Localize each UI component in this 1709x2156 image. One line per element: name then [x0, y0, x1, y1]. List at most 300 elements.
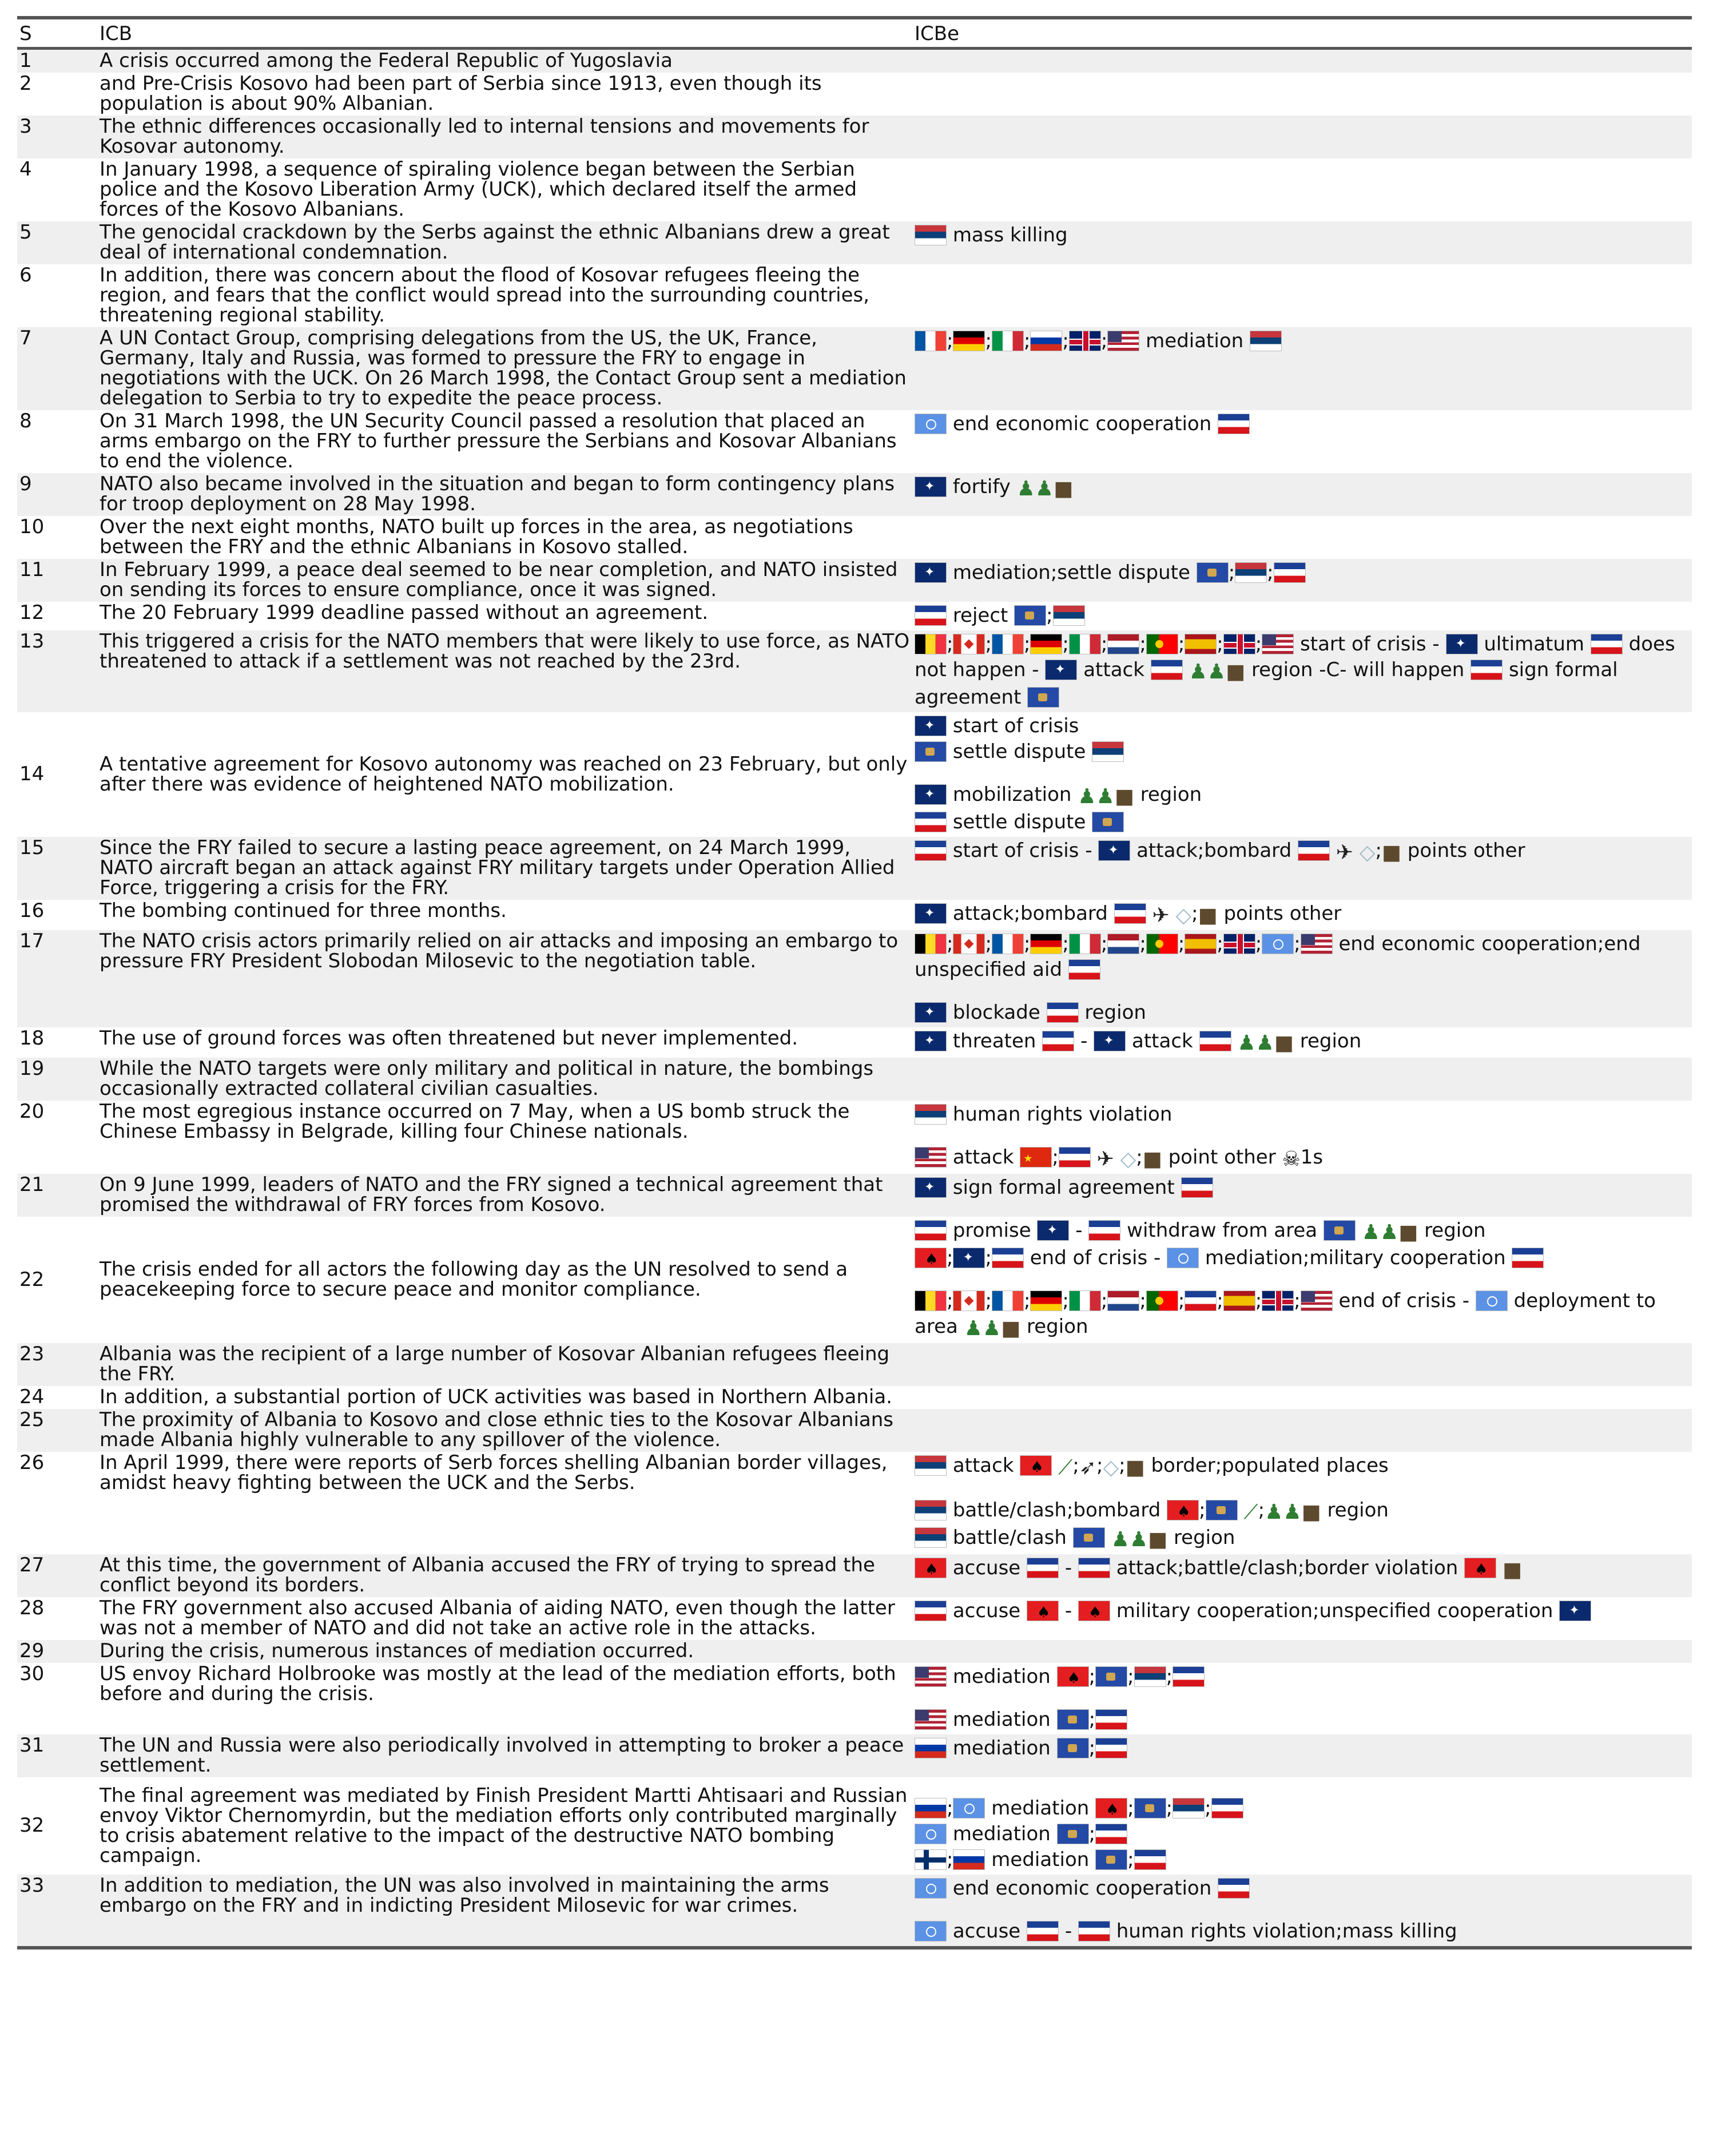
event-label: attack;bombard: [1136, 839, 1292, 862]
row-s: 20: [19, 1100, 45, 1123]
row-s: 33: [17, 1875, 97, 1948]
yugoslavia-flag: [1047, 1002, 1079, 1023]
row-s: 29: [17, 1640, 97, 1663]
serbia-flag: [1134, 1666, 1166, 1687]
event-label: deployment to area: [915, 1289, 1656, 1338]
nato-flag: [915, 1031, 947, 1051]
yugoslavia-flag: [1095, 1709, 1127, 1730]
belgium-flag: [915, 1291, 947, 1311]
france-flag: [992, 934, 1024, 954]
row-s: 14: [19, 763, 45, 785]
row-text: US envoy Richard Holbrooke was mostly at the lead of the mediation efforts, both before and during the crisis.: [100, 1662, 896, 1705]
albania-flag: [1095, 1798, 1127, 1818]
aircraft-icon: ✈: [1152, 904, 1170, 927]
yugoslavia-flag: [915, 840, 947, 861]
row-s: 6: [19, 264, 32, 287]
un-flag: [915, 1824, 947, 1844]
separator: ;: [1255, 1289, 1262, 1312]
nato-flag: [915, 562, 947, 583]
yugoslavia-flag: [992, 1248, 1024, 1268]
row-s: 5: [17, 221, 97, 264]
row-text: The use of ground forces was often threatened but never implemented.: [100, 1027, 798, 1050]
row-events: [912, 221, 1692, 264]
event-label: accuse: [952, 1557, 1021, 1579]
serbia-flag: [1092, 741, 1124, 762]
row-events: [912, 837, 1692, 900]
albania-flag: [1167, 1500, 1199, 1520]
separator: ;: [1136, 1146, 1143, 1169]
event-label: attack;bombard: [952, 902, 1108, 925]
sea-icon: ◇: [1103, 1456, 1119, 1479]
separator: ;: [1166, 1665, 1173, 1688]
separator: ;: [1199, 1499, 1206, 1522]
separator: ;: [1139, 932, 1146, 955]
yugoslavia-flag: [1059, 1147, 1091, 1168]
ground-icon: ■: [1502, 1558, 1522, 1582]
row-events: [912, 1734, 1692, 1777]
row-s: 26: [19, 1451, 45, 1474]
separator: ;: [1072, 1454, 1079, 1477]
yugoslavia-flag: [1173, 1666, 1205, 1687]
table-row: [17, 1597, 1692, 1640]
ground-icon: ■: [1142, 1148, 1162, 1171]
separator: ;: [947, 1246, 953, 1269]
event-label: mediation;settle dispute: [952, 561, 1190, 584]
serbia-flag: [915, 225, 947, 245]
missile-icon: ➶: [1079, 1456, 1096, 1479]
separator: ;: [1023, 633, 1031, 656]
nato-flag: [1559, 1601, 1591, 1621]
row-text: The bombing continued for three months.: [100, 899, 507, 922]
separator: ;: [985, 633, 992, 656]
separator: ;: [1100, 932, 1108, 955]
ground-icon: ■: [1125, 1456, 1145, 1479]
canada-flag: [953, 1291, 985, 1311]
row-events: [912, 1875, 1692, 1948]
separator: ;: [1217, 1289, 1223, 1312]
separator: ;: [1088, 1708, 1096, 1731]
separator: ;: [1023, 932, 1031, 955]
netherlands-flag: [1107, 1291, 1139, 1311]
separator: ;: [1088, 1737, 1096, 1760]
event-label: fortify: [952, 475, 1011, 498]
separator: ;: [1166, 1797, 1173, 1820]
row-s: 11: [17, 559, 97, 602]
row-s: 10: [19, 515, 45, 538]
troops-icon: ♟♟: [1361, 1221, 1399, 1244]
un-flag: [1262, 934, 1294, 954]
row-text: In addition to mediation, the UN was also involved in maintaining the arms embargo on the FRY and in indicting President Milosevic for war crimes.: [97, 1875, 912, 1948]
yugoslavia-flag: [1151, 660, 1183, 680]
separator: ;: [1228, 561, 1235, 584]
nato-flag: [915, 477, 947, 497]
event-label: start of crisis: [952, 714, 1079, 737]
separator: ;: [1100, 329, 1108, 352]
row-s: 23: [17, 1343, 97, 1386]
row-events: [912, 712, 1692, 837]
row-text: and Pre-Crisis Kosovo had been part of Serbia since 1913, even though its population is about 90% Albanian.: [100, 72, 822, 115]
separator: ;: [947, 329, 953, 352]
row-s: 4: [19, 158, 32, 181]
row-events: [912, 1554, 1692, 1597]
yugoslavia-flag: [1218, 1878, 1250, 1899]
event-label: mobilization: [952, 783, 1072, 806]
row-events: [912, 1777, 1692, 1875]
event-label: mediation: [952, 1665, 1051, 1688]
albania-flag: [1027, 1601, 1059, 1621]
troops-icon: ♟♟: [964, 1317, 1001, 1340]
event-label: accuse: [952, 1920, 1021, 1943]
table-row: [17, 1452, 1692, 1554]
portugal-flag: [1146, 934, 1178, 954]
yugoslavia-flag: [1095, 1738, 1127, 1758]
separator: ;: [1294, 932, 1301, 955]
yugoslavia-flag: [1078, 1558, 1110, 1578]
event-label: mediation: [1146, 329, 1244, 352]
table-row: [17, 837, 1692, 900]
russia-flag: [915, 1798, 947, 1818]
separator: ;: [1127, 1665, 1134, 1688]
us-flag: [915, 1709, 947, 1730]
nato-flag: [915, 1002, 947, 1023]
yugoslavia-flag: [1078, 1921, 1110, 1941]
event-label: threaten: [952, 1030, 1036, 1053]
row-events: [912, 327, 1692, 410]
separator: ;: [947, 633, 953, 656]
row-s: 16: [19, 899, 45, 922]
canada-flag: [953, 934, 985, 954]
troops-icon: ♟♟: [1016, 477, 1054, 501]
uk-flag: [1223, 634, 1255, 654]
event-label: attack;battle/clash;border violation: [1116, 1557, 1458, 1579]
table-row: [17, 1386, 1692, 1409]
event-label: sign formal agreement: [915, 658, 1618, 709]
kosovo-flag: [1134, 1798, 1166, 1818]
header-icb[interactable]: ICB: [97, 18, 912, 49]
sea-icon: ◇: [1175, 904, 1192, 927]
italy-flag: [1069, 634, 1101, 654]
table-row: [17, 900, 1692, 930]
event-label: region: [1140, 783, 1202, 806]
yugoslavia-flag: [1298, 840, 1330, 861]
serbia-flag: [1053, 605, 1085, 626]
separator: ;: [947, 1848, 953, 1871]
yugoslavia-flag: [1218, 414, 1250, 434]
nato-flag: [1037, 1220, 1069, 1241]
serbia-flag: [915, 1527, 947, 1548]
sea-icon: ◇: [1359, 841, 1376, 864]
belgium-flag: [915, 634, 947, 654]
aircraft-icon: ✈: [1096, 1148, 1114, 1171]
nato-flag: [953, 1248, 985, 1268]
table-row: [17, 516, 1692, 559]
troops-icon: ♟♟: [1111, 1528, 1148, 1551]
table-row: [17, 264, 1692, 327]
event-label: -: [1064, 1557, 1072, 1579]
separator: ;: [1119, 1454, 1126, 1477]
un-flag: [915, 1921, 947, 1941]
row-events: [912, 1663, 1692, 1734]
row-events: [912, 1101, 1692, 1174]
separator: ;: [1088, 1823, 1096, 1845]
row-events: [912, 559, 1692, 602]
event-label: end economic cooperation: [952, 412, 1212, 435]
row-text: The UN and Russia were also periodically involved in attempting to broker a peace settlement.: [97, 1734, 912, 1777]
un-flag: [1167, 1248, 1199, 1268]
table-row: [17, 1734, 1692, 1777]
row-s: 19: [17, 1058, 97, 1101]
row-text: On 9 June 1999, leaders of NATO and the FRY signed a technical agreement that promised the withdrawal of FRY forces from Kosovo.: [97, 1174, 912, 1217]
table-row: [17, 1174, 1692, 1217]
nato-flag: [1045, 660, 1077, 680]
row-text: The 20 February 1999 deadline passed without an agreement.: [100, 601, 709, 624]
russia-flag: [1030, 331, 1062, 351]
kosovo-flag: [1095, 1849, 1127, 1870]
separator: ;: [1127, 1848, 1134, 1871]
event-label: start of crisis -: [952, 839, 1092, 862]
yugoslavia-flag: [1591, 634, 1623, 654]
yugoslavia-flag: [1027, 1558, 1059, 1578]
us-flag: [1301, 934, 1333, 954]
un-flag: [953, 1798, 985, 1818]
serbia-flag: [1173, 1798, 1205, 1818]
troops-icon: ♟♟: [1265, 1500, 1302, 1524]
row-events: [912, 1217, 1692, 1343]
row-events: [912, 1058, 1692, 1101]
icb-table: [17, 16, 1692, 1949]
row-s: 21: [17, 1174, 97, 1217]
separator: ;: [1139, 1289, 1146, 1312]
separator: ;: [985, 1246, 992, 1269]
row-s: 7: [17, 327, 97, 410]
table-row: [17, 221, 1692, 264]
yugoslavia-flag: [1185, 1291, 1217, 1311]
row-events: [912, 1386, 1692, 1409]
event-label: promise: [952, 1219, 1031, 1242]
event-label: human rights violation: [952, 1103, 1173, 1126]
troops-icon: ♟♟: [1078, 785, 1115, 808]
row-text: Over the next eight months, NATO built up forces in the area, as negotiations between the FRY and the ethnic Albanians in Kosovo stalled.: [100, 515, 853, 558]
table-row: [17, 630, 1692, 712]
event-label: mediation: [952, 1737, 1051, 1760]
event-label: reject: [952, 604, 1008, 627]
uk-flag: [1262, 1291, 1294, 1311]
table-row: [17, 1554, 1692, 1597]
france-flag: [915, 331, 947, 351]
separator: ;: [1191, 902, 1198, 925]
ground-icon: ■: [1001, 1317, 1021, 1340]
row-s: 1: [17, 49, 97, 73]
row-events: [912, 1597, 1692, 1640]
serbia-flag: [915, 1104, 947, 1125]
separator: ;: [1255, 932, 1262, 955]
event-label: points other: [1407, 839, 1525, 862]
row-s: 17: [17, 930, 97, 1027]
separator: ;: [1100, 1289, 1108, 1312]
kosovo-flag: [1057, 1709, 1089, 1730]
row-text: At this time, the government of Albania accused the FRY of trying to spread the conflict beyond its borders.: [97, 1554, 912, 1597]
germany-flag: [1030, 1291, 1062, 1311]
table-row: [17, 327, 1692, 410]
row-s: 28: [19, 1597, 45, 1619]
separator: ;: [1052, 1146, 1059, 1169]
row-events: [912, 1640, 1692, 1663]
separator: ;: [1100, 633, 1108, 656]
header-icbe[interactable]: ICBe: [912, 18, 1692, 49]
table-row: [17, 1875, 1692, 1948]
un-flag: [1476, 1291, 1508, 1311]
row-events: [912, 1027, 1692, 1058]
ground-icon: ■: [1198, 904, 1218, 927]
event-label: military cooperation;unspecified cooperation: [1116, 1599, 1553, 1622]
row-s: 32: [19, 1814, 45, 1837]
event-label: region: [1327, 1499, 1389, 1522]
row-s: 27: [17, 1554, 97, 1597]
row-text: The NATO crisis actors primarily relied on air attacks and imposing an embargo to pressure FRY President Slobodan Milosevic to the negotiation table.: [97, 930, 912, 1027]
kosovo-flag: [1057, 1738, 1089, 1758]
serbia-flag: [915, 1455, 947, 1476]
table-row: [17, 1027, 1692, 1058]
troops-icon: ♟♟: [1189, 660, 1226, 684]
table-row: [17, 73, 1692, 116]
table-row: [17, 1663, 1692, 1734]
event-label: withdraw from area: [1127, 1219, 1318, 1242]
row-text: In addition, a substantial portion of UCK activities was based in Northern Albania.: [100, 1385, 892, 1408]
yugoslavia-flag: [915, 1220, 947, 1241]
table-row: [17, 1777, 1692, 1875]
italy-flag: [1069, 1291, 1101, 1311]
albania-flag: [1057, 1666, 1089, 1687]
row-s: 31: [17, 1734, 97, 1777]
header-s[interactable]: S: [17, 18, 97, 49]
event-label: ultimatum: [1484, 633, 1585, 656]
table-row: [17, 473, 1692, 516]
row-text: During the crisis, numerous instances of mediation occurred.: [97, 1640, 912, 1663]
netherlands-flag: [1107, 634, 1139, 654]
netherlands-flag: [1107, 934, 1139, 954]
separator: ;: [1023, 1289, 1031, 1312]
ground-icon: ■: [1054, 477, 1074, 501]
kosovo-flag: [1014, 605, 1046, 626]
yugoslavia-flag: [915, 605, 947, 626]
row-text: A UN Contact Group, comprising delegations from the US, the UK, France, Germany, Italy and Russia, was formed to pressure the FRY to engage in negotiations with the UCK. On 26 March 1998, the Contact Group sent a mediation delegation to Serbia to try to expedite the peace process.: [97, 327, 912, 410]
kosovo-flag: [1057, 1824, 1089, 1844]
row-s: 15: [17, 837, 97, 900]
event-label: attack: [952, 1146, 1014, 1169]
us-flag: [1107, 331, 1139, 351]
row-events: [912, 264, 1692, 327]
row-events: [912, 602, 1692, 630]
table-row: [17, 1217, 1692, 1343]
row-events: [912, 410, 1692, 473]
row-events: [912, 473, 1692, 516]
separator: ;: [1062, 633, 1069, 656]
un-flag: [915, 414, 947, 434]
event-label: region: [1173, 1526, 1235, 1549]
ground-icon: ■: [1114, 785, 1134, 808]
table-row: [17, 1409, 1692, 1452]
row-text: NATO also became involved in the situation and began to form contingency plans for troop deployment on 28 May 1998.: [97, 473, 912, 516]
nato-flag: [1094, 1031, 1126, 1051]
uk-flag: [1069, 331, 1101, 351]
row-s: 18: [19, 1027, 45, 1050]
yugoslavia-flag: [1027, 1921, 1059, 1941]
albania-flag: [1020, 1455, 1052, 1476]
separator: ;: [1046, 604, 1053, 627]
spain-flag: [1185, 934, 1217, 954]
france-flag: [992, 1291, 1024, 1311]
kosovo-flag: [1092, 812, 1124, 832]
event-label: region: [1299, 1030, 1362, 1053]
ground-icon: ■: [1301, 1500, 1321, 1524]
event-label: end economic cooperation;end unspecified aid: [915, 932, 1641, 981]
table-row: [17, 930, 1692, 1027]
separator: ;: [1294, 1289, 1301, 1312]
albania-flag: [915, 1248, 947, 1268]
row-text: This triggered a crisis for the NATO members that were likely to use force, as NATO threatened to attack if a settlement was not reached by the 23rd.: [97, 630, 912, 712]
row-text: In January 1998, a sequence of spiraling violence began between the Serbian police and the Kosovo Liberation Army (UCK), which declared itself the armed forces of the Kosovo Albanians.: [100, 158, 857, 221]
event-label: end economic cooperation: [952, 1877, 1212, 1900]
separator: ;: [1267, 561, 1274, 584]
row-s: 9: [17, 473, 97, 516]
event-label: attack: [1083, 658, 1144, 681]
table-row: [17, 1101, 1692, 1174]
event-label: start of crisis -: [1300, 633, 1440, 656]
serbia-flag: [1235, 562, 1267, 583]
separator: ;: [947, 1797, 953, 1820]
nato-flag: [1446, 634, 1478, 654]
row-events: [912, 900, 1692, 930]
kosovo-flag: [1095, 1666, 1127, 1687]
italy-flag: [1069, 934, 1101, 954]
artillery-icon: ⟋: [1058, 1456, 1073, 1479]
row-s: 3: [17, 116, 97, 158]
ground-icon: ■: [1398, 1221, 1418, 1244]
separator: ;: [1023, 329, 1031, 352]
row-s: 30: [19, 1662, 45, 1685]
portugal-flag: [1146, 1291, 1178, 1311]
nato-flag: [915, 784, 947, 805]
row-events: [912, 1452, 1692, 1554]
separator: ;: [1178, 932, 1185, 955]
table-row: [17, 1343, 1692, 1386]
row-s: 12: [19, 601, 45, 624]
russia-flag: [915, 1738, 947, 1758]
table-row: [17, 602, 1692, 630]
kosovo-flag: [1324, 1220, 1356, 1241]
event-label: region: [1084, 1001, 1146, 1024]
belgium-flag: [915, 934, 947, 954]
event-label: -: [1064, 1920, 1072, 1943]
separator: ;: [1178, 633, 1185, 656]
yugoslavia-flag: [1211, 1798, 1243, 1818]
italy-flag: [992, 331, 1024, 351]
russia-flag: [953, 1849, 985, 1870]
separator: ;: [1258, 1499, 1265, 1522]
row-events: [912, 630, 1692, 712]
row-text: While the NATO targets were only military and political in nature, the bombings occasionally extracted collateral civilian casualties.: [97, 1058, 912, 1101]
us-flag: [915, 1147, 947, 1168]
event-label: region -C- will happen: [1251, 658, 1465, 681]
albania-flag: [1464, 1558, 1496, 1578]
event-label: -: [1080, 1030, 1088, 1053]
row-s: 24: [19, 1385, 45, 1408]
table-row: [17, 712, 1692, 837]
spain-flag: [1223, 1291, 1255, 1311]
event-label: mass killing: [952, 224, 1068, 247]
separator: ;: [1255, 633, 1262, 656]
row-events: [912, 1409, 1692, 1452]
